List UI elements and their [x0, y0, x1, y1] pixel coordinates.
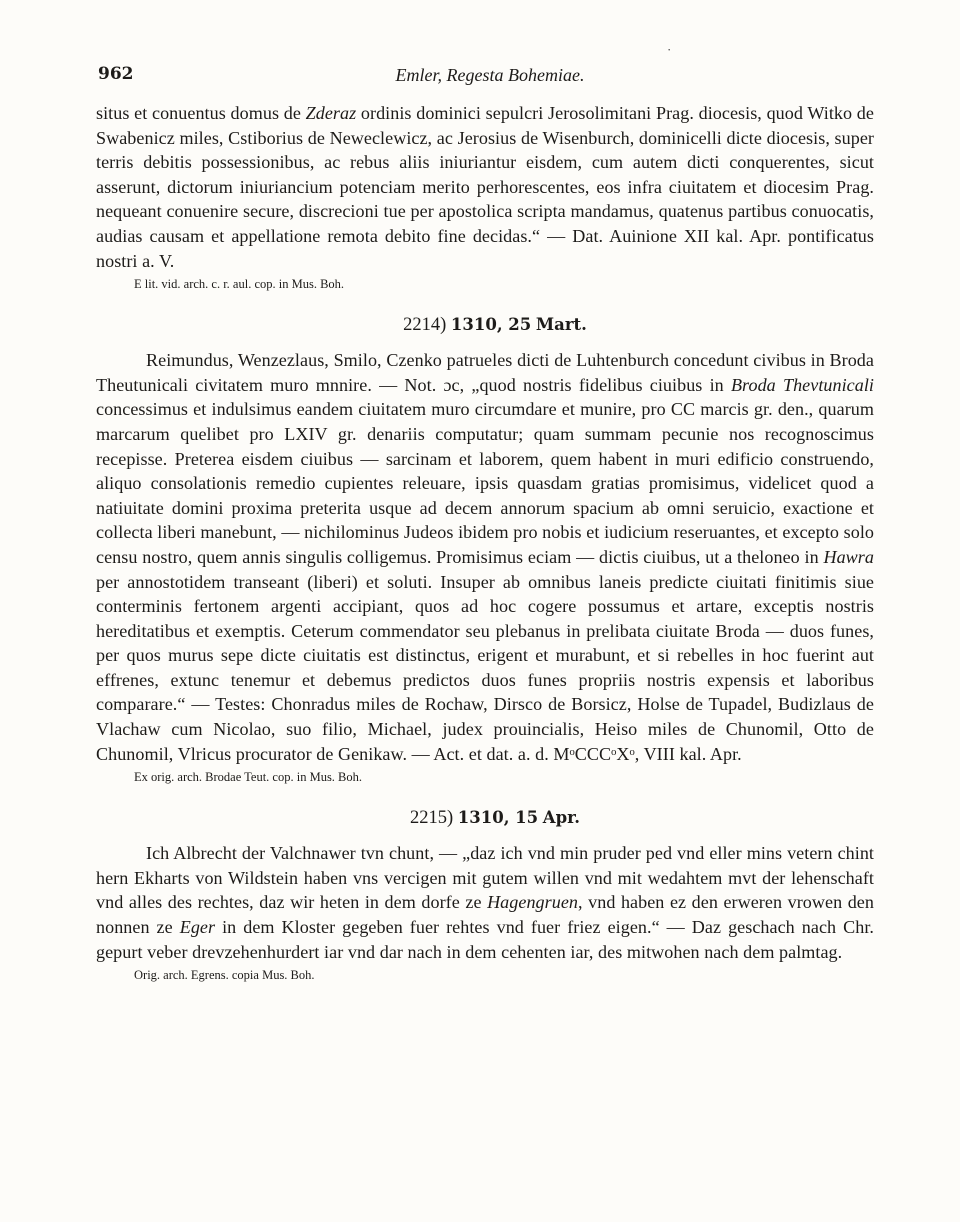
ink-speck: ·: [667, 42, 672, 57]
document-number: 2214): [403, 315, 447, 336]
document-month: Apr.: [542, 808, 581, 828]
place-name: Broda Thevtunicali: [730, 374, 875, 395]
document-text-2215: [96, 841, 874, 964]
source-note: E lit. vid. arch. c. r. aul. cop. in Mus. Boh.: [134, 277, 345, 292]
document-text-2214: [96, 348, 874, 766]
continuation-paragraph: [96, 101, 874, 273]
document-heading-2214: [96, 315, 874, 336]
document-page: [96, 58, 874, 983]
document-heading-2215: [96, 808, 874, 829]
document-text: Reimundus, Wenzezlaus, Smilo, Czenko patrueles dicti de Luhtenburch concedunt civibus in Broda Theutunicali civitatem muro mnnire. — Not. ɔc, „quod nostris fidelibus ciuibus in: [96, 350, 874, 395]
document-text: per annostotidem transeant (liberi) et soluti. Insuper ab omnibus laneis predicte ciuitati finitimis siue conterminis fertonem argenti accipiant, quos ad hoc cogere possumus et artare, exceptis nostris hereditatibus et exemptis. Ceterum commendator seu plebanus in prelibata ciuitate Broda — duos funes, per quos murus sepe dicte ciuitatis est distinctus, erigent et murabunt, et si rebelles in hoc fuerint aut effrenes, extunc tenemur et debemus predictos duos funes propriis nostris expensis et laboribus comparare.“ — Testes: Chonradus miles de Rochaw, Dirsco de Borsicz, Holse de Tupadel, Budizlaus de Vlachaw cum Nicolao, suo filio, Michael, judex prouincialis, Heiso miles de Chunomil, Otto de Chunomil, Vlricus procurator de Genikaw. — Act. et dat. a. d. MᵒCCCᵒXᵒ, VIII kal. Apr.: [96, 571, 874, 764]
place-name: Eger: [179, 917, 216, 938]
page-header: [96, 58, 874, 92]
place-name: Hagengruen: [487, 892, 579, 913]
document-text: Ich Albrecht der Valchnawer tvn chunt, — „daz ich vnd min pruder ped vnd eller mins vetern chint hern Ekharts von Wildstein haben vns vercigen mit gutem willen vnd mit wedahtem mvt der lehenschaft vnd alles des rechtes, daz wir heten in dem dorfe ze: [96, 843, 874, 913]
place-name: Zderaz: [305, 103, 357, 123]
continuation-text: situs et conuentus domus de: [96, 103, 306, 123]
document-month: Mart.: [535, 315, 587, 335]
document-text: concessimus et indulsimus eandem ciuitatem muro circumdare et munire, pro CC marcis gr. den., quarum marcarum quelibet pro LXIV gr. denariis computatur; quam summam pecunie nos recognoscimus recepisse. Preterea eisdem ciuibus — sarcinam et laborem, quem habent in muri edificio construendo, aliquo consolationis remedio cupientes releuare, ipsis quasdam gratias promisimus, videlicet quod a natiuitate domini proxima preterita usque ad decem annorum spacium ab omni seruicio, exactione et collecta liberi manebunt, — nichilominus Judeos ibidem pro nobis et iudicium reseruantes, et excepto solo censu nostro, quem annis singulis colligemus. Promisimus eciam — dictis ciuibus, ut a theloneo in: [96, 399, 874, 567]
document-date: 1310, 25: [450, 315, 532, 335]
document-number: 2215): [409, 808, 454, 829]
source-note: Ex orig. arch. Brodae Teut. cop. in Mus. Boh.: [134, 770, 363, 785]
place-name: Hawra: [823, 546, 874, 567]
running-title: Emler, Regesta Bohemiae.: [395, 65, 585, 85]
document-text: in dem Kloster gegeben fuer rehtes vnd fuer friez eigen.“ — Daz geschach nach Chr. gepurt veber drevzehenhurdert iar vnd dar nach in dem cehenten iar, des mitwohen nach dem palmtag.: [96, 917, 874, 962]
page-number: 962: [98, 64, 134, 84]
document-date: 1310, 15: [457, 808, 539, 828]
continuation-text: ordinis dominici sepulcri Jerosolimitani Prag. diocesis, quod Witko de Swabenicz miles, Cstiborius de Neweclewicz, ac Jerosius de Wisenburch, dominicelli dicte diocesis, super terris debitis possessionibus, ac rebus aliis iniuriantur eisdem, cum autem dicti conquerentes, sicut asserunt, dictorum iniuriancium potenciam merito perhorescentes, eos infra ciuitatem et diocesim Prag. nequeant conuenire secure, discrecioni tue per apostolica scripta mandamus, quatenus partibus conuocatis, audias causam et appellatione remota debito fine decidas.“ — Dat. Auinione XII kal. Apr. pontificatus nostri a. V.: [96, 103, 874, 271]
document-text: , vnd haben ez den erweren vrowen den nonnen ze: [96, 892, 874, 938]
source-note: Orig. arch. Egrens. copia Mus. Boh.: [134, 968, 315, 983]
